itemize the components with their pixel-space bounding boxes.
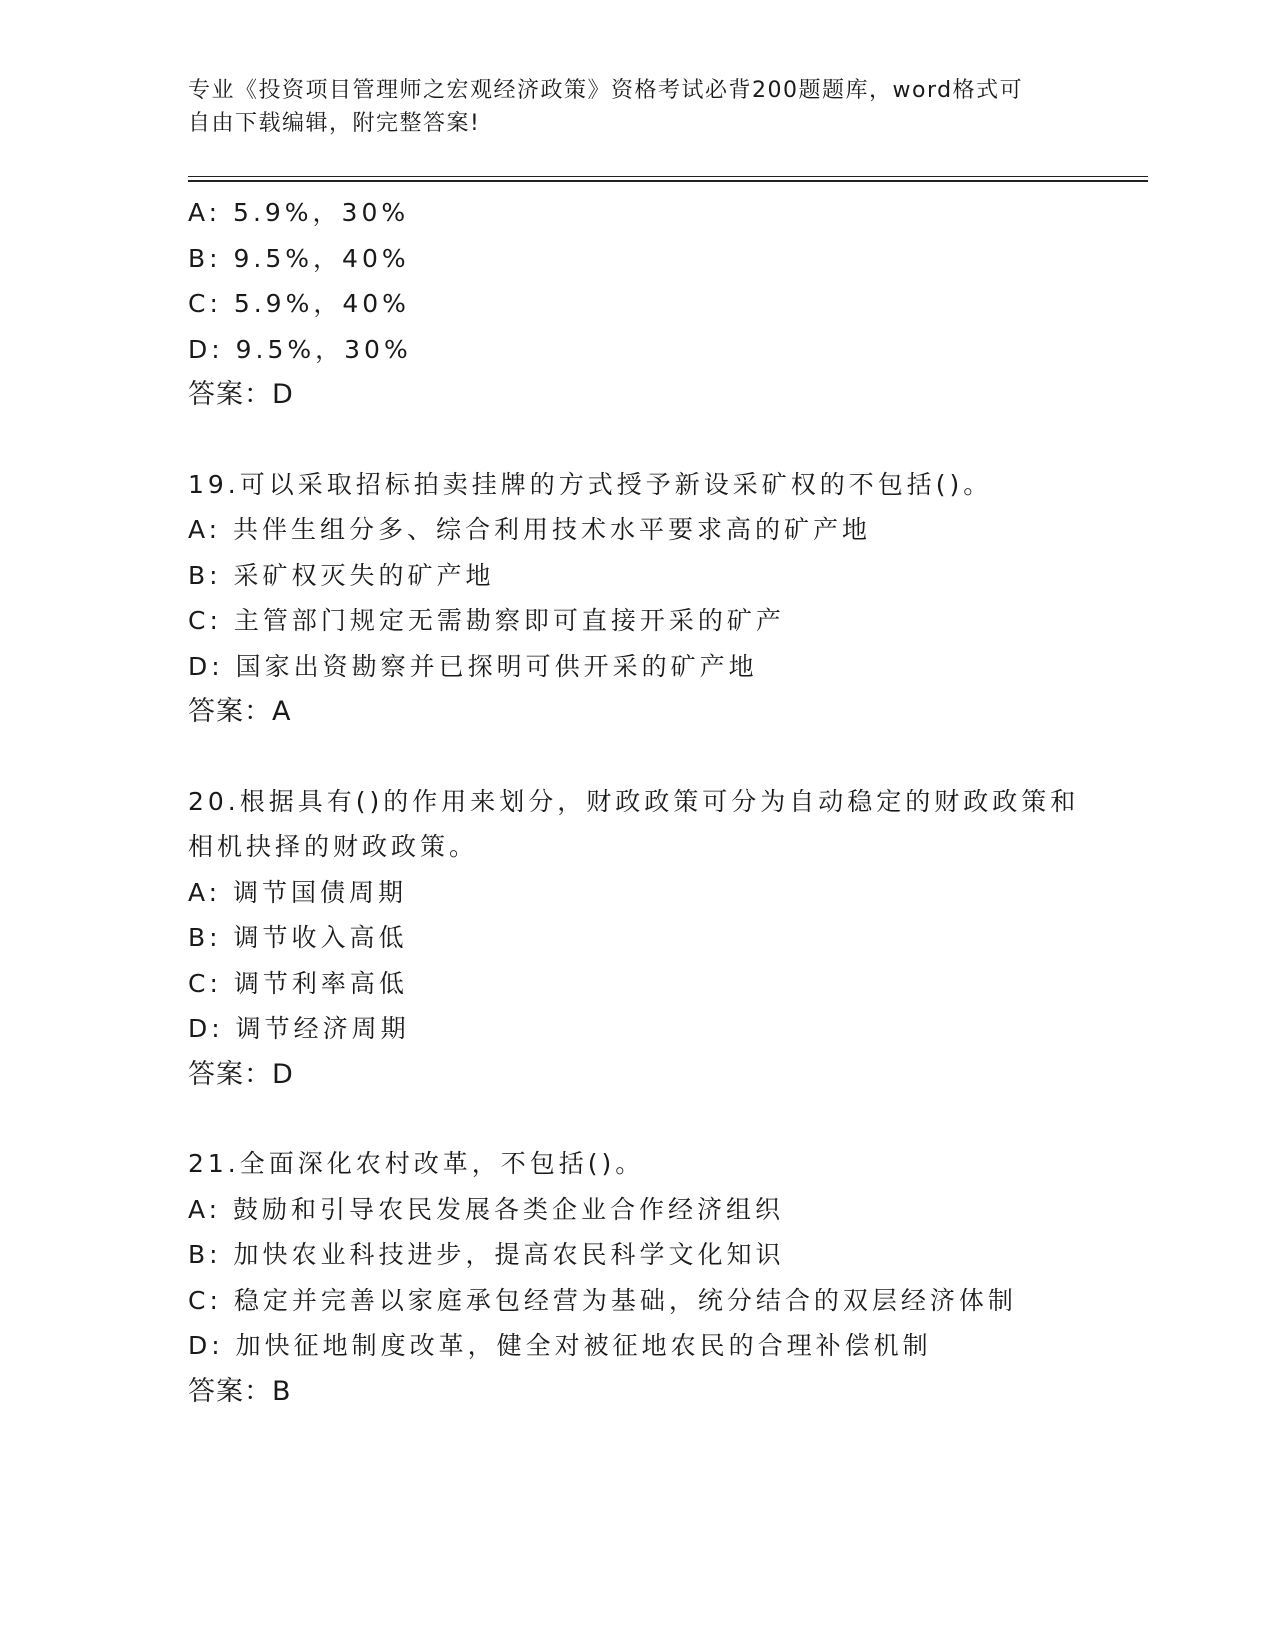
option-b: B: 采矿权灭失的矿产地 xyxy=(188,560,495,590)
option-d: D: 国家出资勘察并已探明可供开采的矿产地 xyxy=(188,651,758,681)
option-a: A: 调节国债周期 xyxy=(188,877,408,907)
option-b: B: 加快农业科技进步，提高农民科学文化知识 xyxy=(188,1240,785,1269)
spacer xyxy=(188,1097,1148,1141)
option-d: D: 9.5%，30% xyxy=(188,334,412,364)
question-title: 19.可以采取招标拍卖挂牌的方式授予新设采矿权的不包括()。 xyxy=(188,469,993,499)
option-c: C: 稳定并完善以家庭承包经营为基础，统分结合的双层经济体制 xyxy=(188,1285,1017,1315)
header-line-2: 自由下载编辑，附完整答案! xyxy=(188,111,481,136)
option-a: A: 共伴生组分多、综合利用技术水平要求高的矿产地 xyxy=(188,515,872,544)
question-title-line-2: 相机抉择的财政政策。 xyxy=(188,832,479,861)
option-d: D: 加快征地制度改革，健全对被征地农民的合理补偿机制 xyxy=(188,1331,932,1360)
header-line-1: 专业《投资项目管理师之宏观经济政策》资格考试必背200题题库，word格式可 xyxy=(188,78,1024,103)
option-a: A: 鼓励和引导农民发展各类企业合作经济组织 xyxy=(188,1194,785,1224)
answer: 答案：A xyxy=(188,696,292,727)
answer: 答案：D xyxy=(188,1058,294,1090)
option-b: B: 9.5%，40% xyxy=(188,243,410,273)
answer: 答案：B xyxy=(188,1375,292,1407)
question-19 xyxy=(188,462,1148,735)
question-list xyxy=(188,190,1148,1414)
option-b: B: 调节收入高低 xyxy=(188,923,408,952)
spacer xyxy=(188,735,1148,779)
header-divider xyxy=(188,176,1148,182)
option-c: C: 调节利率高低 xyxy=(188,968,408,998)
option-c: C: 主管部门规定无需勘察即可直接开采的矿产 xyxy=(188,606,785,635)
spacer xyxy=(188,418,1148,462)
question-21 xyxy=(188,1141,1148,1414)
option-a: A: 5.9%，30% xyxy=(188,198,410,227)
document-header xyxy=(188,74,1068,140)
question-18 xyxy=(188,190,1148,418)
answer: 答案：D xyxy=(188,379,294,410)
question-20 xyxy=(188,779,1148,1098)
option-d: D: 调节经济周期 xyxy=(188,1014,410,1043)
question-title: 21.全面深化农村改革，不包括()。 xyxy=(188,1149,645,1178)
option-c: C: 5.9%，40% xyxy=(188,289,410,318)
question-title-line-1: 20.根据具有()的作用来划分，财政政策可分为自动稳定的财政政策和 xyxy=(188,786,1080,816)
